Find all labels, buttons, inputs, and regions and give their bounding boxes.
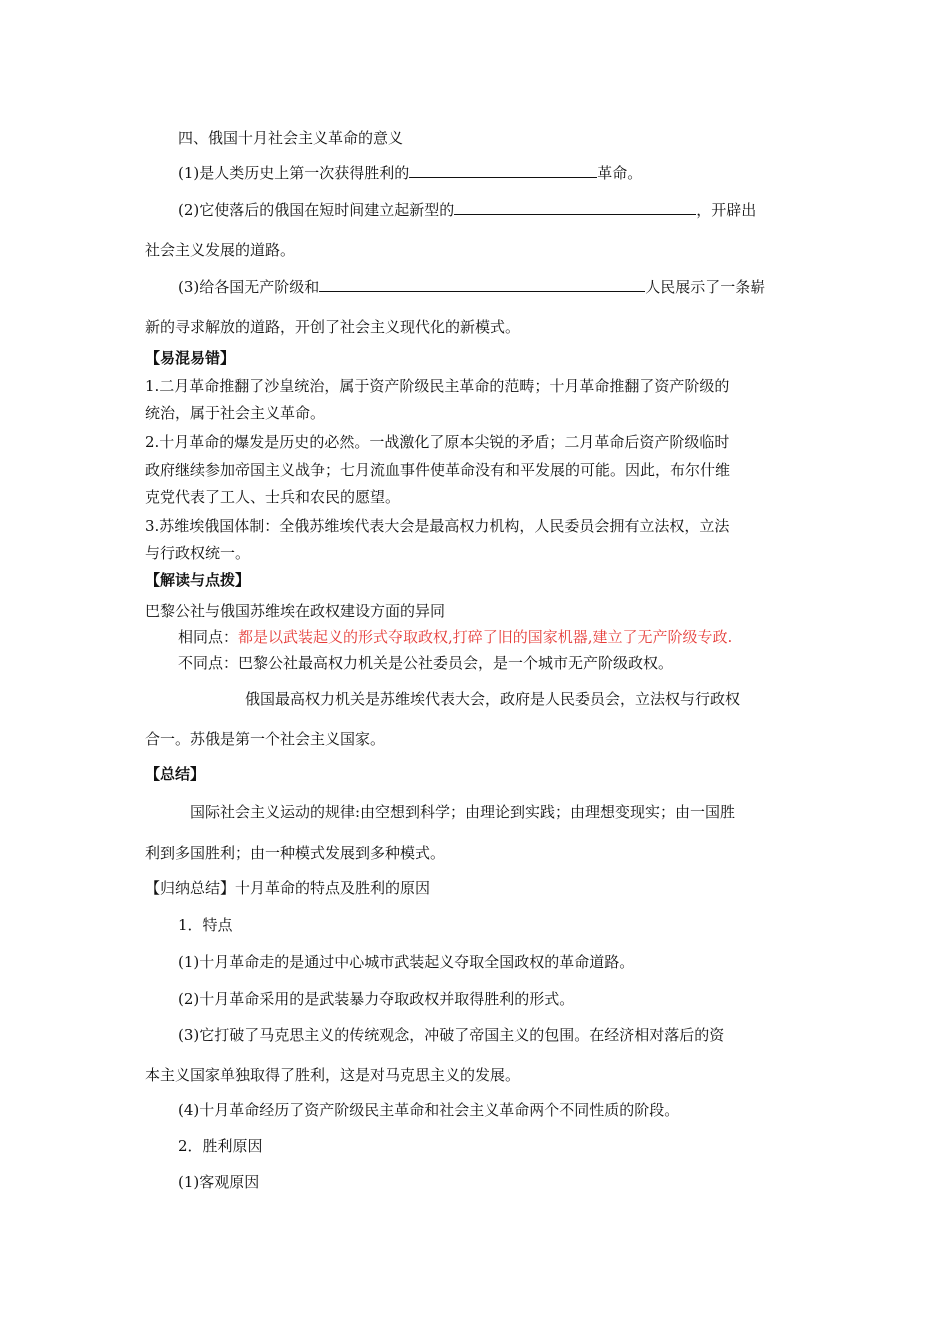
- item-3-text: (3)给各国无产阶级和: [178, 278, 320, 296]
- diff-line-3: 合一。苏俄是第一个社会主义国家。: [145, 730, 386, 748]
- feature-3-line1: (3)它打破了马克思主义的传统观念，冲破了帝国主义的包围。在经济相对落后的资: [178, 1026, 725, 1044]
- same-points: [178, 627, 732, 647]
- confusing-p1-line1: 1.二月革命推翻了沙皇统治，属于资产阶级民主革命的范畴；十月革命推翻了资产阶级的: [145, 377, 730, 395]
- confusing-p2-line3: 克党代表了工人、士兵和农民的愿望。: [145, 488, 401, 506]
- item-1-text: (1)是人类历史上第一次获得胜利的: [178, 164, 410, 182]
- confusing-p2-line1: 2.十月革命的爆发是历史的必然。一战激化了原本尖锐的矛盾；二月革命后资产阶级临时: [145, 433, 730, 451]
- reasons-title: 2．胜利原因: [178, 1137, 263, 1155]
- reason-1: (1)客观原因: [178, 1173, 260, 1191]
- diff-points: [178, 653, 673, 673]
- fill-blank-2[interactable]: [454, 200, 696, 215]
- confusing-p1-line2: 统治，属于社会主义革命。: [145, 404, 326, 422]
- interpret-heading: 【解读与点拨】: [145, 571, 251, 589]
- confusing-p3-line1: 3.苏维埃俄国体制：全俄苏维埃代表大会是最高权力机构，人民委员会拥有立法权，立法: [145, 517, 730, 535]
- feature-1: (1)十月革命走的是通过中心城市武装起义夺取全国政权的革命道路。: [178, 953, 635, 971]
- summary-heading: 【总结】: [145, 765, 206, 783]
- item-3: [178, 277, 765, 297]
- fill-blank-3[interactable]: [319, 277, 645, 292]
- fill-blank-1[interactable]: [409, 163, 597, 178]
- feature-2: (2)十月革命采用的是武装暴力夺取政权并取得胜利的形式。: [178, 990, 575, 1008]
- item-2-continuation: 社会主义发展的道路。: [145, 241, 296, 259]
- feature-3-line2: 本主义国家单独取得了胜利，这是对马克思主义的发展。: [145, 1066, 521, 1084]
- feature-4: (4)十月革命经历了资产阶级民主革命和社会主义革命两个不同性质的阶段。: [178, 1101, 680, 1119]
- item-3-suffix: 人民展示了一条崭: [645, 278, 766, 296]
- diff-text: 巴黎公社最高权力机关是公社委员会，是一个城市无产阶级政权。: [238, 654, 674, 672]
- item-1-suffix: 革命。: [597, 164, 643, 182]
- item-2: [178, 200, 756, 220]
- item-2-text: (2)它使落后的俄国在短时间建立起新型的: [178, 201, 455, 219]
- features-title: 1．特点: [178, 916, 233, 934]
- interpret-intro: 巴黎公社与俄国苏维埃在政权建设方面的异同: [145, 602, 446, 620]
- confusing-p3-line2: 与行政权统一。: [145, 544, 251, 562]
- item-1: [178, 163, 642, 183]
- diff-line-2: 俄国最高权力机关是苏维埃代表大会，政府是人民委员会，立法权与行政权: [245, 690, 741, 708]
- summary-line2: 利到多国胜利；由一种模式发展到多种模式。: [145, 844, 446, 862]
- section-title: 四、俄国十月社会主义革命的意义: [178, 129, 404, 147]
- same-label: 相同点：: [178, 628, 239, 646]
- item-3-continuation: 新的寻求解放的道路，开创了社会主义现代化的新模式。: [145, 318, 521, 336]
- summary-line1: 国际社会主义运动的规律:由空想到科学；由理论到实践；由理想变现实；由一国胜: [190, 803, 736, 821]
- confusing-heading: 【易混易错】: [145, 349, 236, 367]
- item-2-suffix: ，开辟出: [696, 201, 757, 219]
- confusing-p2-line2: 政府继续参加帝国主义战争；七月流血事件使革命没有和平发展的可能。因此，布尔什维: [145, 461, 731, 479]
- conclusion-heading: 【归纳总结】十月革命的特点及胜利的原因: [145, 879, 431, 897]
- diff-label: 不同点：: [178, 654, 239, 672]
- same-text: 都是以武装起义的形式夺取政权,打碎了旧的国家机器,建立了无产阶级专政.: [238, 628, 733, 646]
